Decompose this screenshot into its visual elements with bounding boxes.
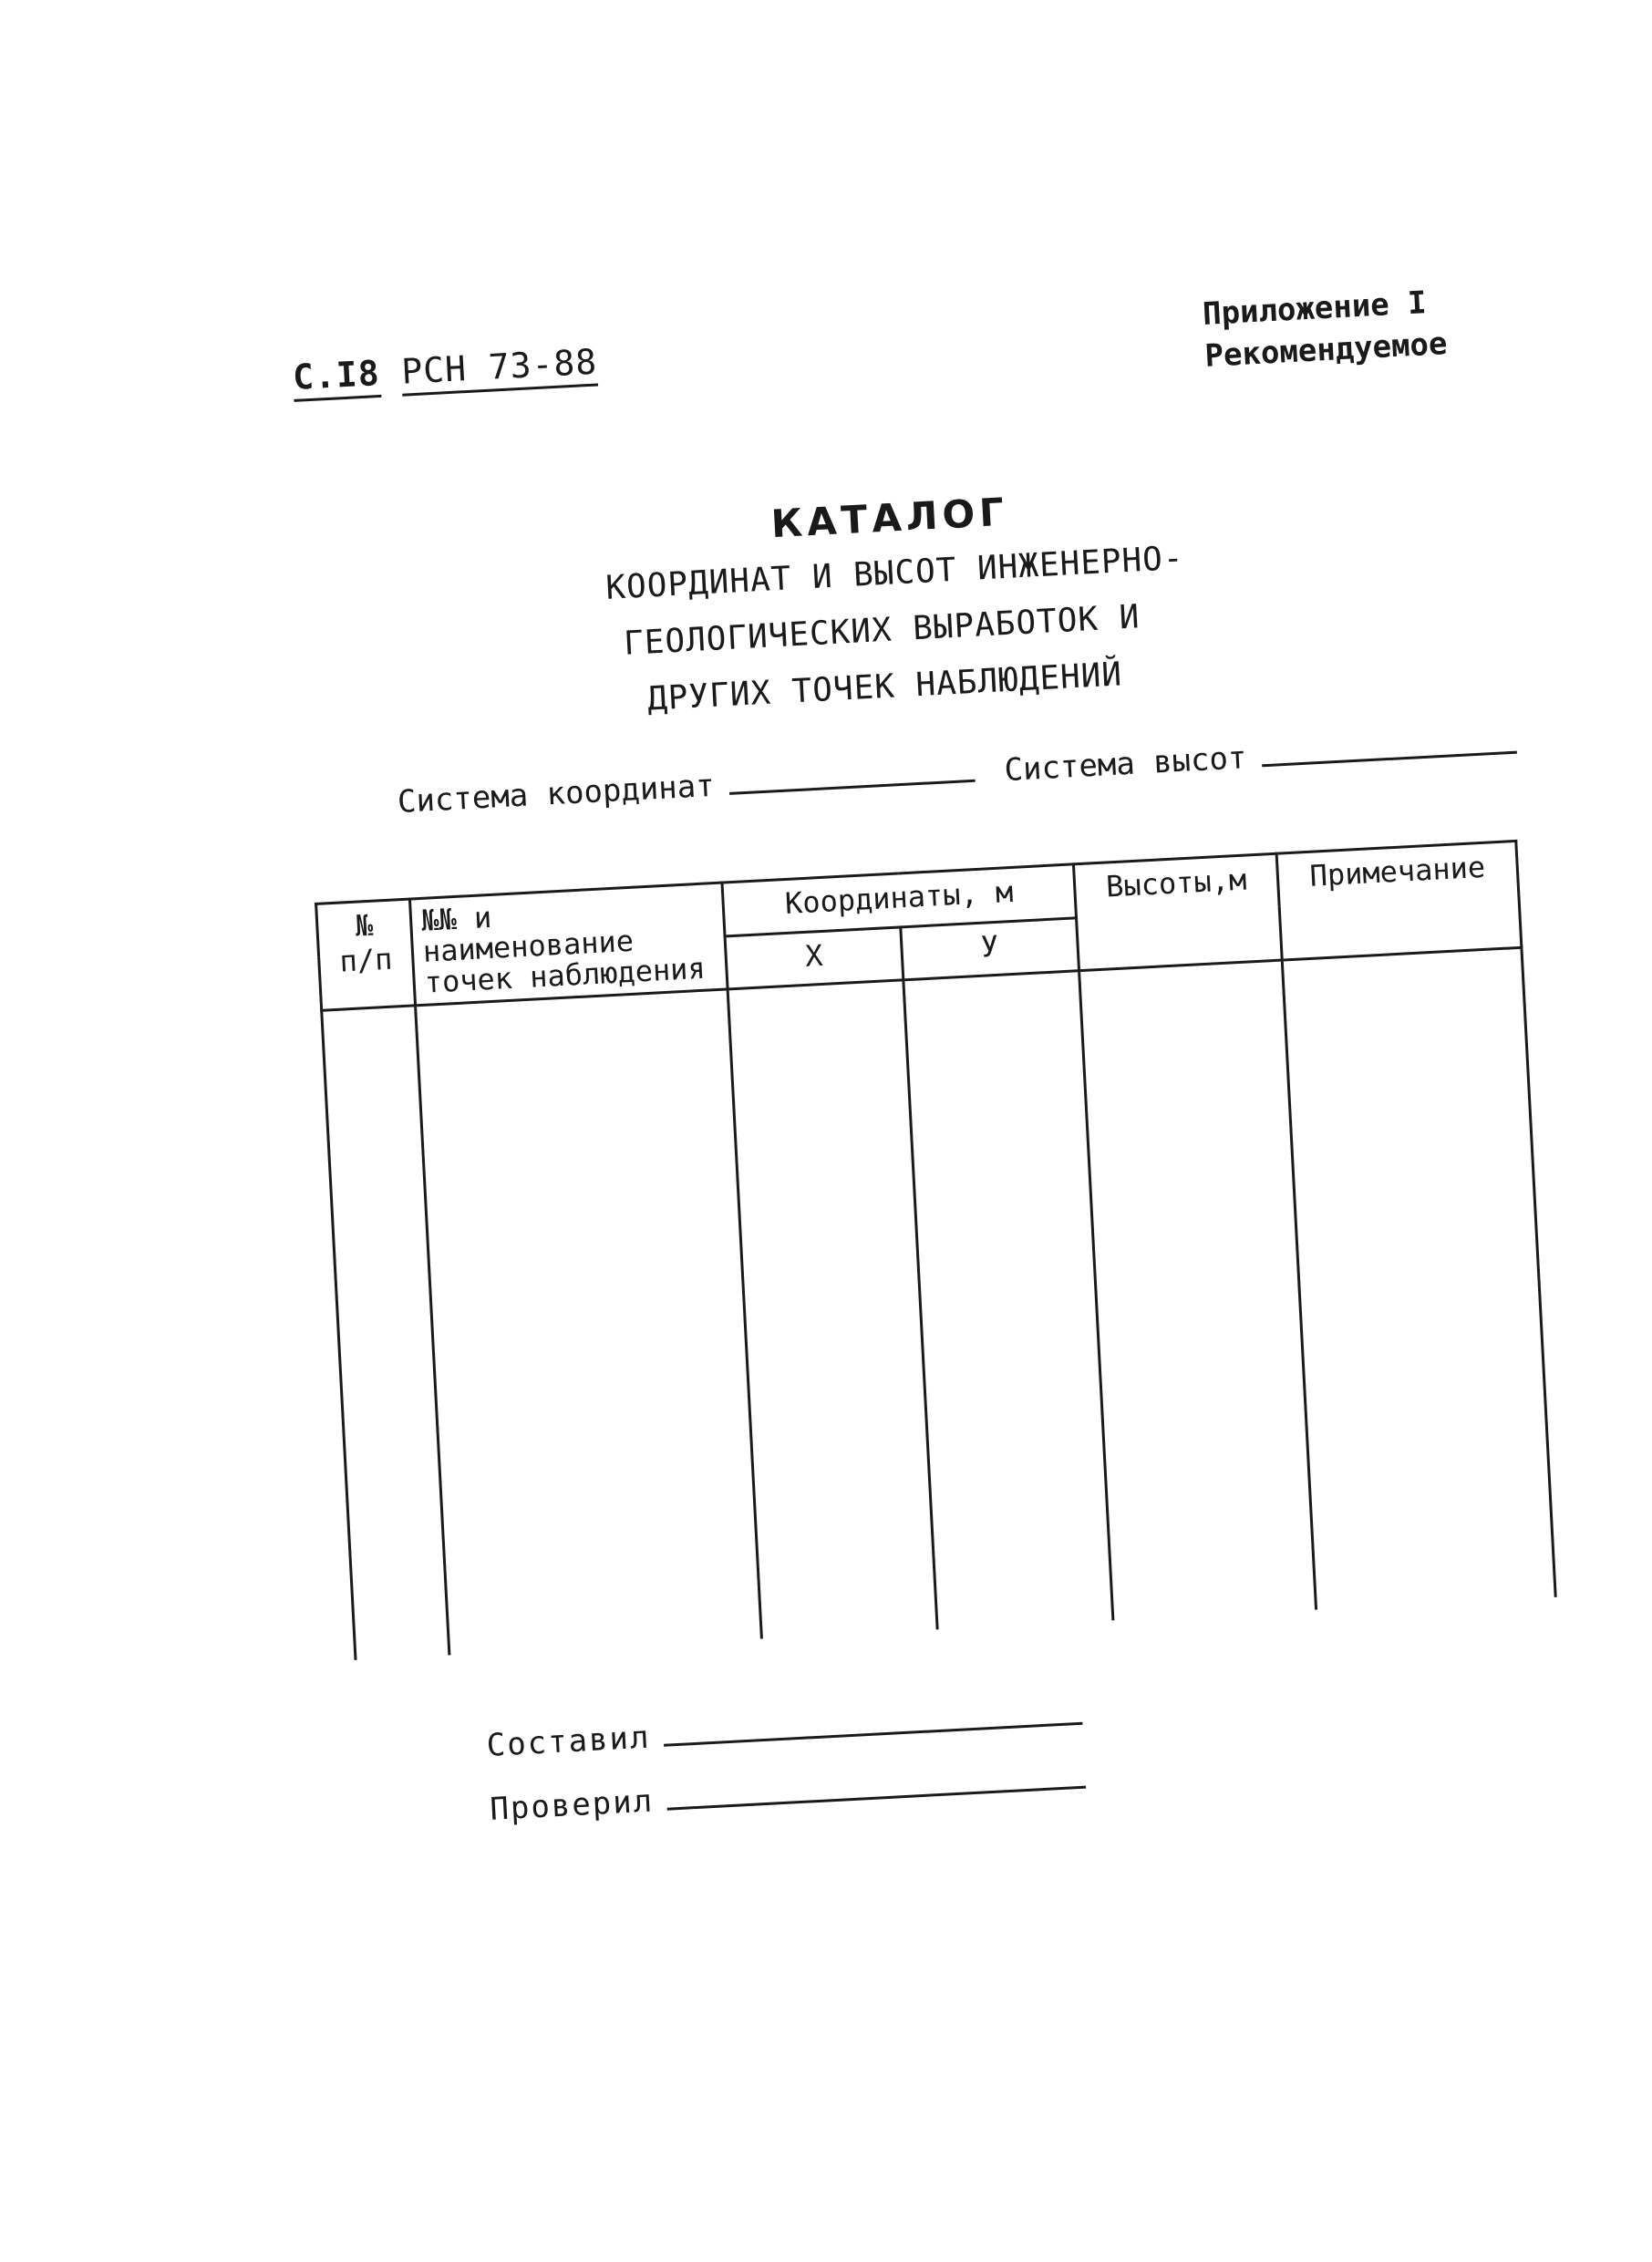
title-main: КАТАЛОГ (769, 489, 1010, 547)
cell-y (903, 971, 1113, 1630)
catalog-table (315, 840, 1557, 1660)
appendix-type: Рекомендуемое (1203, 325, 1449, 375)
height-system-blank (1261, 731, 1517, 768)
col-coords-header: Координаты, м (722, 864, 1077, 936)
compiled-by-label: Составил (485, 1719, 652, 1764)
title-line-3: ДРУГИХ ТОЧЕК НАБЛЮДЕНИЙ (646, 656, 1124, 718)
cell-name (416, 989, 762, 1655)
appendix-number: Приложение I (1202, 284, 1428, 333)
document-code (292, 342, 598, 398)
cell-note (1282, 947, 1555, 1609)
checked-by-label: Проверил (489, 1782, 656, 1828)
signatures (485, 1683, 1087, 1842)
compiled-by-blank (663, 1702, 1083, 1747)
col-note-header: Примечание (1276, 841, 1522, 960)
col-number-header: № п/п (316, 899, 416, 1010)
col-x-header: Х (725, 926, 903, 989)
coord-system-label: Система координат (397, 767, 716, 821)
systems-fields (397, 725, 1527, 821)
appendix-label (1202, 281, 1449, 377)
table-row (322, 947, 1556, 1660)
coord-system-blank (728, 759, 976, 795)
catalog-table-wrap (315, 840, 1557, 1660)
coord-system-field (397, 753, 986, 821)
cell-height (1079, 960, 1316, 1620)
page-number: С.I8 (292, 353, 381, 402)
height-system-label: Система высот (1003, 739, 1248, 790)
col-y-header: У (901, 917, 1079, 980)
col-name-header: №№ и наименование точек наблюдения (409, 883, 728, 1006)
title-line-1: КООРДИНАТ И ВЫСОТ ИНЖЕНЕРНО- (604, 539, 1185, 607)
document-title (602, 482, 1185, 730)
height-system-field (1004, 725, 1528, 789)
standard-number: РСН 73-88 (400, 342, 598, 397)
cell-x (728, 980, 937, 1639)
col-heights-header: Высоты,м (1073, 853, 1282, 971)
checked-by-blank (666, 1766, 1086, 1811)
title-line-2: ГЕОЛОГИЧЕСКИХ ВЫРАБОТОК И (623, 598, 1141, 663)
